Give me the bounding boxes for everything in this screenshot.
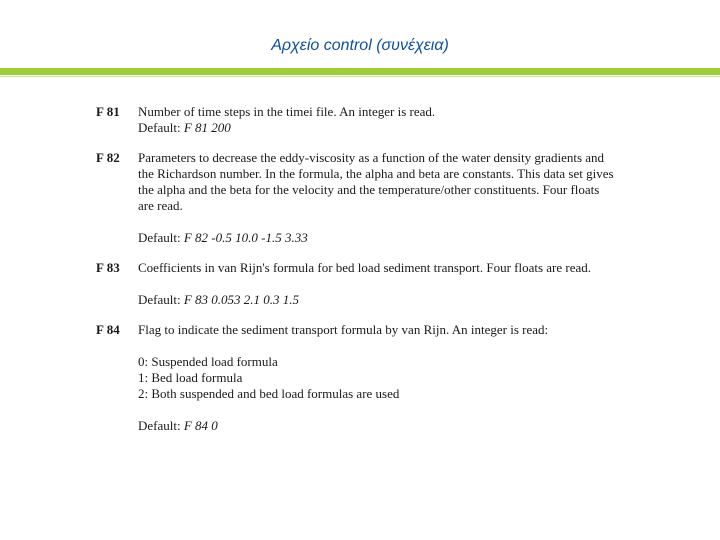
entry-body [138,322,616,434]
entry-default [138,120,616,136]
default-value: F 83 0.053 2.1 0.3 1.5 [183,292,300,307]
option-list [138,354,616,402]
list-item: 0: Suspended load formula [138,354,278,369]
entry-f82 [96,150,616,246]
default-value: F 84 0 [183,418,218,433]
entry-description: Number of time steps in the timei file. An integer is read. [138,104,436,119]
default-label: Default: [138,418,181,433]
entry-description: Coefficients in van Rijn's formula for bed load sediment transport. Four floats are read. [138,260,592,275]
default-label: Default: [138,292,181,307]
default-value: F 81 200 [183,120,231,135]
accent-underline [0,76,720,77]
default-label: Default: [138,230,181,245]
entry-code: F 82 [96,150,120,165]
default-label: Default: [138,120,181,135]
entry-code: F 83 [96,260,120,275]
list-item: 1: Bed load formula [138,370,243,385]
entry-code: F 81 [96,104,120,119]
entry-body [138,150,616,246]
list-item: 2: Both suspended and bed load formulas are used [138,386,400,401]
entry-default [138,292,616,308]
parameter-list [96,104,616,448]
entry-f81 [96,104,616,136]
slide-title: Αρχείο control (συνέχεια) [271,37,449,54]
entry-body [138,260,616,308]
entry-code: F 84 [96,322,120,337]
entry-default [138,230,616,246]
entry-f84 [96,322,616,434]
entry-f83 [96,260,616,308]
accent-bar [20,68,720,75]
entry-description: Flag to indicate the sediment transport formula by van Rijn. An integer is read: [138,322,549,337]
entry-body [138,104,616,136]
default-value: F 82 -0.5 10.0 -1.5 3.33 [183,230,308,245]
entry-description: Parameters to decrease the eddy-viscosity as a function of the water density gradients and the Richardson number. In the formula, the alpha and beta are constants. This data set gives the alpha and the beta for the velocity and the temperature/other constituents. Four floats are read. [138,150,614,213]
accent-bar-left [0,68,20,75]
entry-default [138,418,616,434]
